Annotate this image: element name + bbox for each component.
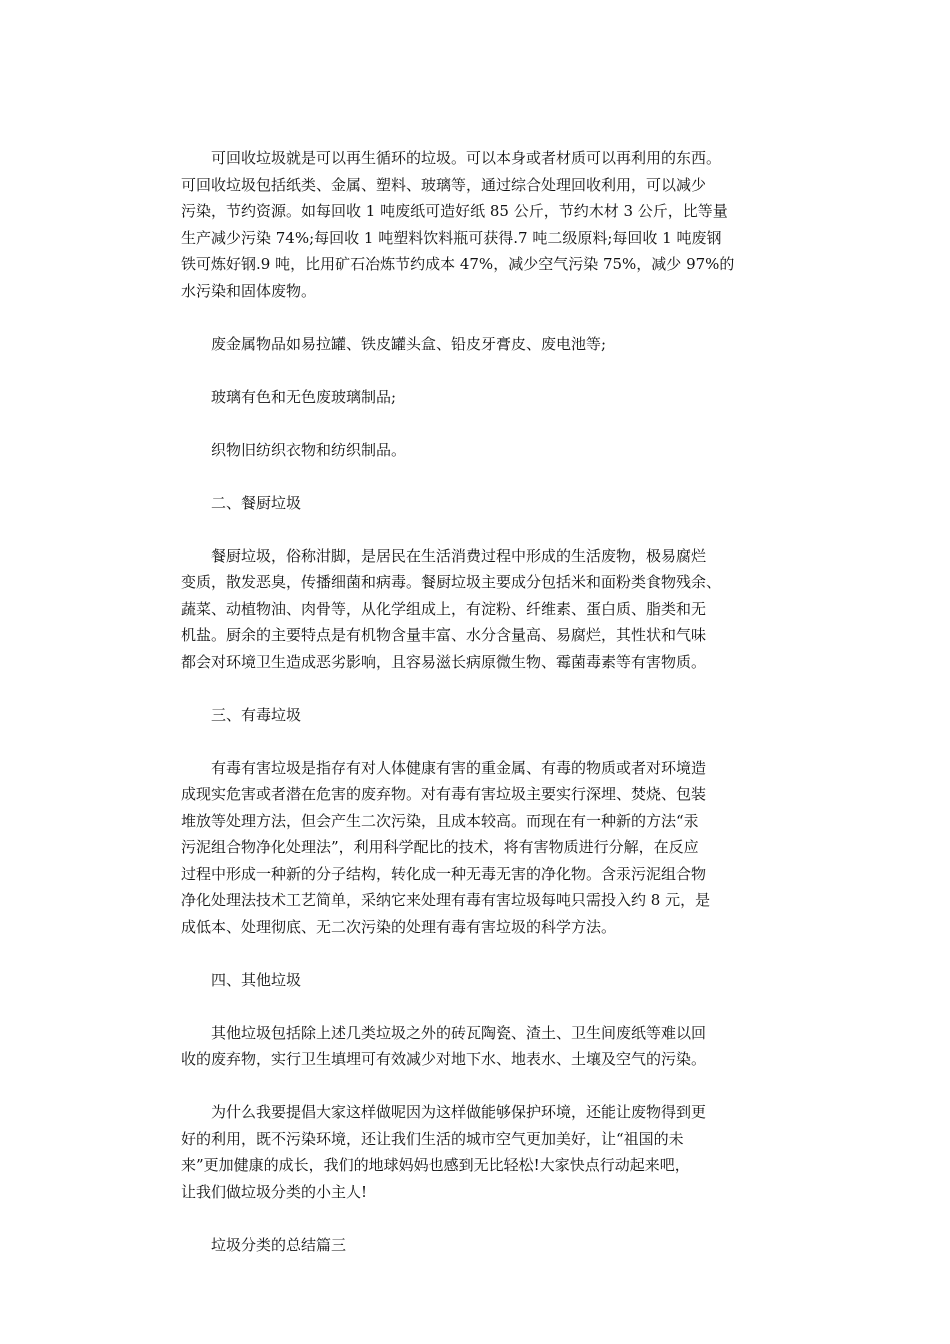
text-line: 收的废弃物，实行卫生填埋可有效减少对地下水、地表水、土壤及空气的污染。: [181, 1050, 707, 1068]
paragraph-glass: [181, 384, 781, 411]
text-line: 好的利用，既不污染环境，还让我们生活的城市空气更加美好，让“祖国的未: [181, 1129, 684, 1148]
text-line: 过程中形成一种新的分子结构，转化成一种无毒无害的净化物。含汞污泥组合物: [181, 864, 707, 883]
paragraph-metal: [181, 331, 781, 358]
text-line: 餐厨垃圾，俗称泔脚，是居民在生活消费过程中形成的生活废物，极易腐烂: [211, 546, 707, 565]
text-line: 净化处理法技术工艺简单，采纳它来处理有毒有害垃圾每吨只需投入约 8 元，是: [181, 891, 711, 909]
text-line: 可回收垃圾包括纸类、金属、塑料、玻璃等，通过综合处理回收利用，可以减少: [181, 175, 707, 194]
section-heading-other: 四、其他垃圾: [211, 970, 302, 989]
text-line: 机盐。厨余的主要特点是有机物含量丰富、水分含量高、易腐烂，其性状和气味: [181, 626, 707, 644]
text-line: 都会对环境卫生造成恶劣影响，且容易滋长病原微生物、霉菌毒素等有害物质。: [181, 652, 707, 671]
section-heading-kitchen: 二、餐厨垃圾: [211, 493, 302, 512]
text-line: 变质，散发恶臭，传播细菌和病毒。餐厨垃圾主要成分包括米和面粉类食物残余、: [181, 573, 722, 591]
text-line: 成现实危害或者潜在危害的废弃物。对有毒有害垃圾主要实行深埋、焚烧、包装: [181, 785, 707, 803]
paragraph-recyclable: [181, 145, 781, 304]
text-line: 来”更加健康的成长，我们的地球妈妈也感到无比轻松!大家快点行动起来吧，: [181, 1156, 690, 1174]
text-line: 生产减少污染 74%;每回收 1 吨塑料饮料瓶可获得.7 吨二级原料;每回收 1 吨废钢: [181, 228, 722, 247]
text-line: 堆放等处理方法，但会产生二次污染，且成本较高。而现在有一种新的方法“汞: [181, 811, 699, 830]
text-line: 污染，节约资源。如每回收 1 吨废纸可造好纸 85 公斤，节约木材 3 公斤，比等量: [181, 202, 728, 220]
document-page: [181, 145, 781, 1258]
paragraph-other: [181, 1020, 781, 1073]
text-line: 为什么我要提倡大家这样做呢因为这样做能够保护环境，还能让废物得到更: [211, 1103, 707, 1121]
text-line: 水污染和固体废物。: [181, 281, 317, 300]
text-line: 成低本、处理彻底、无二次污染的处理有毒有害垃圾的科学方法。: [181, 917, 617, 936]
text-line: 其他垃圾包括除上述几类垃圾之外的砖瓦陶瓷、渣土、卫生间废纸等难以回: [211, 1023, 707, 1042]
text-line: 有毒有害垃圾是指存有对人体健康有害的重金属、有毒的物质或者对环境造: [211, 758, 707, 777]
text-line: 让我们做垃圾分类的小主人!: [181, 1182, 368, 1201]
text-line: 铁可炼好钢.9 吨，比用矿石冶炼节约成本 47%，减少空气污染 75%，减少 97%的: [181, 255, 735, 273]
text-line: 污泥组合物净化处理法”，利用科学配比的技术，将有害物质进行分解，在反应: [181, 838, 699, 856]
section-heading-toxic: 三、有毒垃圾: [211, 705, 302, 724]
text-line: 废金属物品如易拉罐、铁皮罐头盒、铅皮牙膏皮、废电池等;: [211, 334, 607, 353]
text-line: 玻璃有色和无色废玻璃制品;: [211, 387, 397, 406]
paragraph-conclusion: [181, 1099, 781, 1205]
text-line: 织物旧纺织衣物和纺织制品。: [211, 440, 407, 459]
text-line: 可回收垃圾就是可以再生循环的垃圾。可以本身或者材质可以再利用的东西。: [211, 149, 722, 167]
paragraph-toxic: [181, 755, 781, 941]
section-heading-part-three: 垃圾分类的总结篇三: [211, 1235, 347, 1254]
paragraph-kitchen: [181, 543, 781, 676]
paragraph-textile: [181, 437, 781, 464]
text-line: 蔬菜、动植物油、肉骨等，从化学组成上，有淀粉、纤维素、蛋白质、脂类和无: [181, 599, 707, 618]
